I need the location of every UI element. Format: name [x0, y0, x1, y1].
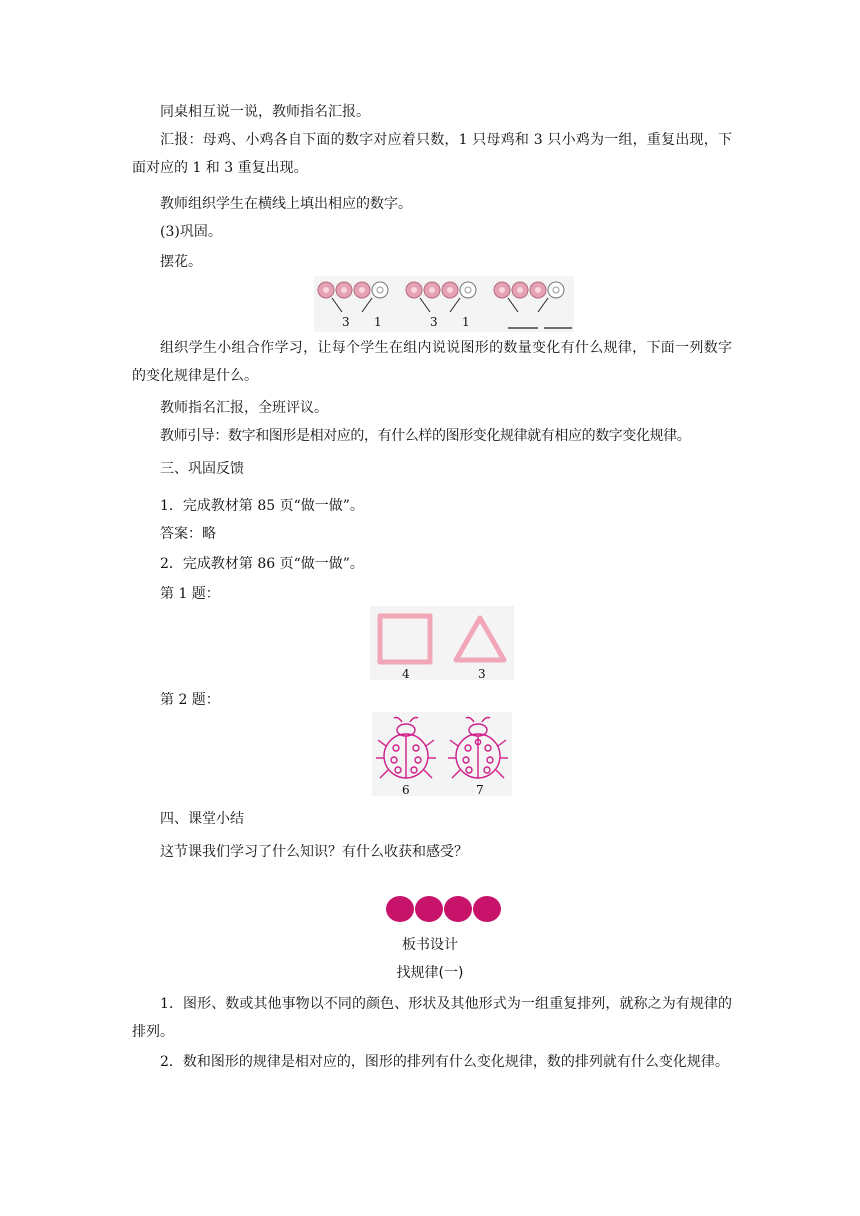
paragraph: 2．数和图形的规律是相对应的，图形的排列有什么变化规律，数的排列就有什么变化规律。: [160, 1054, 729, 1070]
paragraph: 答案：略: [160, 526, 216, 542]
flower-icon: [530, 282, 546, 298]
paragraph: 这节课我们学习了什么知识？有什么收获和感受？: [160, 844, 468, 860]
board-subtitle: 找规律(一): [396, 965, 464, 981]
paragraph: 第 2 题：: [160, 692, 220, 708]
flower-icon: [494, 282, 510, 298]
flower-outline-icon: [460, 282, 476, 298]
flower-icon: [406, 282, 422, 298]
stick-label: 4: [402, 667, 410, 680]
section-heading: 四、课堂小结: [160, 811, 244, 827]
flower-label: 1: [462, 315, 470, 329]
flower-label: 3: [430, 315, 438, 329]
flower-icon: [424, 282, 440, 298]
ladybug-label: 6: [402, 783, 410, 796]
flower-icon: [354, 282, 370, 298]
flower-figure: [314, 276, 574, 332]
paragraph: 2．完成教材第 86 页“做一做”。: [160, 556, 364, 572]
ladybug-figure: [372, 712, 512, 796]
paragraph: 组织学生小组合作学习，让每个学生在组内说说图形的数量变化有什么规律，下面一列数字的变化规律是什么。: [132, 340, 732, 384]
paragraph: 摆花。: [160, 254, 202, 270]
flower-outline-icon: [548, 282, 564, 298]
paragraph: (3)巩固。: [160, 224, 222, 240]
stick-label: 3: [478, 667, 486, 680]
flower-label: 1: [374, 315, 382, 329]
flower-icon: [318, 282, 334, 298]
dot-icon: [386, 896, 414, 922]
dot-icon: [444, 896, 472, 922]
paragraph: 教师引导：数字和图形是相对应的，有什么样的图形变化规律就有相应的数字变化规律。: [160, 428, 691, 444]
paragraph: 同桌相互说一说，教师指名汇报。: [160, 104, 370, 120]
flower-icon: [442, 282, 458, 298]
paragraph: 1．图形、数或其他事物以不同的颜色、形状及其他形式为一组重复排列，就称之为有规律的排列。: [132, 996, 732, 1040]
paragraph: 教师指名汇报，全班评议。: [160, 400, 328, 416]
paragraph: 第 1 题：: [160, 586, 220, 602]
board-title: 板书设计: [402, 937, 458, 953]
paragraph: 1．完成教材第 85 页“做一做”。: [160, 498, 364, 514]
paragraph: 汇报：母鸡、小鸡各自下面的数字对应着只数，1 只母鸡和 3 只小鸡为一组，重复出现，下面对应的 1 和 3 重复出现。: [132, 132, 732, 176]
flower-outline-icon: [372, 282, 388, 298]
decorative-dots: [384, 894, 504, 924]
dot-icon: [415, 896, 443, 922]
paragraph: 教师组织学生在横线上填出相应的数字。: [160, 196, 412, 212]
section-heading: 三、巩固反馈: [160, 461, 244, 477]
stick-figure: [370, 606, 514, 680]
ladybug-label: 7: [476, 783, 484, 796]
flower-icon: [336, 282, 352, 298]
flower-icon: [512, 282, 528, 298]
dot-icon: [473, 896, 501, 922]
flower-label: 3: [342, 315, 350, 329]
